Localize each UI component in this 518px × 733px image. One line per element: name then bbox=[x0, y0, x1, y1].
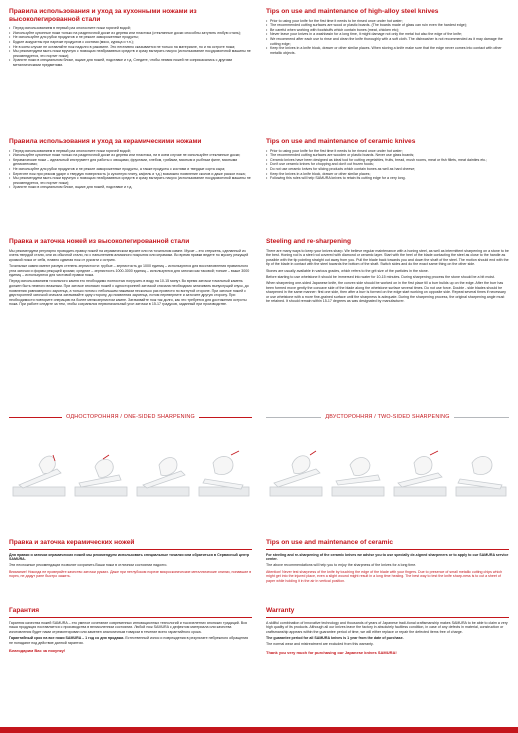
ru-ceramic-sharpening bbox=[9, 539, 252, 607]
ru-ceramic-care bbox=[9, 138, 252, 238]
row-ceramic-sharpening bbox=[9, 539, 509, 607]
whetstone-icon bbox=[75, 487, 127, 496]
row-sharpening bbox=[9, 238, 509, 410]
hand-icon bbox=[213, 456, 233, 474]
paragraph: Эти несложные рекомендации позволят сохранить Ваши ножи в отличном состоянии надолго. bbox=[9, 563, 168, 568]
paragraph: The above recommendations will help you to enjoy the sharpness of the knives for a long time. bbox=[266, 563, 417, 568]
list-item: • The recommended cutting surfaces are wood or plastic boards. (The boards made of glass can ruin even the hardest edge); bbox=[266, 23, 509, 28]
blade-icon bbox=[19, 469, 61, 488]
list-item: • Используйте кухонные ножи только на разделочной доске из дерева или пластика (стеклянные доски способны затупить любую сталь); bbox=[9, 31, 252, 36]
paragraph: Гарантия качества ножей SAMURA – это умелое сочетание современных инновационных технологий и тысячелетних японских традиций. Вся наша продукция поставляется с производства в великолепном состоянии. Любой нож SAMURA с дефектом материала или качества изготовления будет нами отремонтирован или заменен аналогичным товаром в течение всего гарантийного срока. bbox=[9, 620, 247, 634]
list-item: • The recommended cutting surfaces are wooden or plastic boards. Never use glass boards; bbox=[266, 153, 509, 158]
two-sided-title bbox=[266, 414, 509, 421]
list-item: • Prior to using your knife for the first time it needs to be rinsed once under hot water; bbox=[266, 19, 509, 24]
list-item: • Перед использованием в первый раз ополосните ножи горячей водой; bbox=[9, 26, 252, 31]
ru-steel-care-list bbox=[9, 26, 252, 67]
en-ceramic-sharpening bbox=[266, 539, 509, 607]
list-item: • Keep the knives in a knife block, drawer or other similar places; bbox=[266, 172, 509, 177]
en-warranty-title: Warranty bbox=[266, 607, 509, 618]
list-item: • Never leave your knives in a washbasin for a long time, it might damage not only the metal but also the edge of the knife; bbox=[266, 32, 509, 37]
hand-icon bbox=[414, 456, 432, 474]
divider bbox=[266, 417, 321, 418]
thanks-text: Thank you very much for purchasing our Japanese knives SAMURA! bbox=[266, 649, 397, 655]
list-item: • Мы рекомендуем мыть ножи вручную с помощью неабразивных средств и сразу вытирать насухо (использование посудомоечной машины не рекомендуется, это портит ножи); bbox=[9, 176, 252, 185]
divider bbox=[454, 417, 509, 418]
ru-steel-care bbox=[9, 8, 252, 138]
row-steel-care bbox=[9, 8, 509, 138]
whetstone-icon bbox=[13, 487, 65, 496]
divider bbox=[199, 417, 252, 418]
one-sided-title bbox=[9, 414, 252, 421]
ru-ceramic-sharpening-title: Правка и заточка керамических ножей bbox=[9, 539, 252, 550]
list-item: • We recommend after each use to rinse and clean the knife thoroughly with a soft cloth. The dishwasher is not recommended as it may damage the cutting edge; bbox=[266, 37, 509, 46]
list-item: • Не используйте для рубки продуктов и не режьте замороженные продукты; bbox=[9, 35, 252, 40]
ru-ceramic-care-title: Правила использования и уход за керамическими ножами bbox=[9, 138, 202, 145]
list-item: • Не используйте для рубки продуктов и не режьте замороженные продукты, а также продукты с костями и твердые сорта сыра; bbox=[9, 167, 252, 172]
whetstone-icon bbox=[270, 487, 322, 496]
list-item: • Используйте кухонные ножи только на разделочной доске из дерева или пластика, ни в коем случае не используйте стеклянные доски; bbox=[9, 153, 252, 158]
whetstone-icon bbox=[394, 487, 446, 496]
paragraph: Мы рекомендуем регулярно проводить правку ножей на керамическом мусате или на точильном камне. Мусат – это стержень, сделанный из очень твердой стали, или из обычной стали, но с напылением алмазного покрытия или керамики. Во время правки ведите по мусату режущей кромкой ножа от себя, плавно сдвигая нож от рукояти к острию. bbox=[9, 248, 249, 262]
ru-warranty-title: Гарантия bbox=[9, 607, 252, 618]
paragraph: Stones are usually available in various grades, which refers to the grit size of the particles in the stone. bbox=[266, 268, 429, 273]
list-item: • Храните ножи в специальном блоке, ящике для ножей, подставке и т.д. bbox=[9, 185, 252, 190]
en-sharpening-title: Steeling and re-sharpening bbox=[266, 238, 352, 245]
list-item: • Prior to using your knife for the first time it needs to be rinsed once under hot water; bbox=[266, 149, 509, 154]
ru-sharpening-title: Правка и заточка ножей из высоколегированной стали bbox=[9, 238, 190, 245]
list-item: • Будьте аккуратны при нарезке продуктов с костями (мясо, курица и т.п.); bbox=[9, 40, 252, 45]
list-item: • Мы рекомендуем мыть ножи вручную с помощью неабразивных средств и сразу вытирать насухо (использование посудомоечной машины не рекомендуется, это портит ножи); bbox=[9, 49, 252, 58]
warranty-term: The guarantee period for all SAMURA knives is 1 year from the date of purchase. bbox=[266, 635, 404, 640]
list-item: • Do not use ceramic knives for slicing products which contain bones as well as hard cheese; bbox=[266, 167, 509, 172]
paragraph: A skillful combination of innovative technology and thousands of years of Japanese tradi-tional craftsmanship makes SAMURA to be able to claim a very high quality of its products. Although all our knives leave the factory in absolutely faultless condition, in case of any defects in material, construction or craftsmanship appears within the guarantee period of time, we will either replace or repair the defected items free of charge. bbox=[266, 620, 508, 634]
two-sided-sharpening-illustration bbox=[266, 425, 509, 529]
blade-icon bbox=[336, 475, 380, 485]
intro-text: Для правки и заточки керамических ножей мы рекомендуем использовать специальные точилки или обратиться в Сервисный центр SAMURA. bbox=[9, 552, 250, 562]
warranty-term-text: Гарантийный срок на все ножи SAMURA – 1 год со дня продажи. bbox=[9, 635, 125, 640]
en-steel-care-title: Tips on use and maintenance of high-alloy steel knives bbox=[266, 8, 439, 15]
en-sharpening bbox=[266, 238, 509, 410]
hand-icon bbox=[292, 456, 310, 474]
list-item: • Храните ножи в специальном блоке, ящике для ножей, подставке и т.д. Следите, чтобы лезвия ножей не соприкасались с другими металлическими предметами. bbox=[9, 58, 252, 67]
paragraph: Точильные камни имеют разную степень зернистости: грубые – зернистость до 1000 единиц – используются для восстановления правильного угла заточки и формы режущей кромки; средние – зернистость 1000-3000 единиц – используются для заточки как таковой; тонкие – выше 3000 единиц – используются для чистовой правки ножа. bbox=[9, 263, 250, 278]
list-item: • Keep the knives in a knife block, drawer or other similar places. When storing a knife make sure that the edge never comes into contact with other metallic objects. bbox=[266, 46, 509, 55]
list-item: • Берегите нож при резком ударе о твердую поверхность (о кухонную плиту, кафель и т.д.) возможно появление сколов и даже раскол ножа; bbox=[9, 172, 252, 177]
warning-text: Attention! Never test sharpness of the knife by touching the edge of the blade with your fingers. Due to presence of small metallic cutting chips which might get into the injured place, even a slight wound might result in a long time healing. The best way to test the knife sharp-ness is to cut a sheet of paper while holding it in the air in vertical position. bbox=[266, 569, 503, 583]
list-item: • Ceramic knives have been designed as ideal tool for cutting vegetables, fruits, bread, mush rooms, meat or fish fillets, meat dainties etc.; bbox=[266, 158, 509, 163]
ru-sharpening bbox=[9, 238, 252, 410]
en-ceramic-care bbox=[266, 138, 509, 238]
one-sided-label: ОДНОСТОРОННЯЯ / ONE-SIDED SHARPENING bbox=[66, 414, 195, 420]
warranty-exclusions: Естественный износ и повреждения в результате небрежного обращения не попадают под действие данной гарантии. bbox=[9, 635, 249, 645]
en-ceramic-care-list bbox=[266, 149, 509, 181]
one-sided-panel bbox=[9, 414, 252, 539]
list-item: • Following this rules will help SAMURA knives to retain its cutting edge for a very long. bbox=[266, 176, 509, 181]
divider bbox=[9, 417, 62, 418]
bottom-bar bbox=[0, 727, 518, 733]
two-sided-panel bbox=[266, 414, 509, 539]
whetstone-icon bbox=[137, 487, 189, 496]
intro-text: For steeling and re-sharpening of the ceramic knives we advise you to use specially de-signed sharpeners or to apply to our SAMURA service center. bbox=[266, 552, 509, 562]
paragraph: Перед использованием точильного камня его необходимо полностью погрузить в воду на 10-15 минут. Во время заточки точильный камень должен быть немного влажным. При заточке японских ножей с односторонней заточкой сначала необходимо затачивать выпуклущий спуск, до появления равномерного заусенца, а только потом с небольшим нажимом несколько раз провести по вогнутой стороне. При заточке ножей с двусторонней заточкой сначала затачивайте одну сторону, до появления заусенца, потом переверните и заточите другую сторону. При необходимости повторите операцию на более мелкозернистом камне. Затачивайте нож так долго, как это требуется для достижения остроты ножа. При работе следите за тем, чтобы сохранялся первоначальный угол заточки в 15-17 градусов, заданный при производстве. bbox=[9, 279, 249, 307]
ru-steel-care-title: Правила использования и уход за кухонными ножами из высоколегированной стали bbox=[9, 8, 197, 23]
en-ceramic-care-title: Tips on use and maintenance of ceramic knives bbox=[266, 138, 416, 145]
hand-icon bbox=[350, 457, 370, 475]
en-steel-care bbox=[266, 8, 509, 138]
list-item: • Керамические ножи – идеальный инструмент для работы с овощами, фруктами, хлебом, грибами, мясным и рыбным филе, мясными деликатесами; bbox=[9, 158, 252, 167]
hand-icon bbox=[472, 456, 492, 474]
whetstone-icon bbox=[332, 487, 384, 496]
en-warranty bbox=[266, 607, 509, 709]
list-item: • Перед использованием в первый раз ополосните ножи горячей водой; bbox=[9, 149, 252, 154]
one-sided-sharpening-illustration bbox=[9, 425, 252, 529]
list-item: • Don't use ceramic knives for chopping and don't cut frozen foods; bbox=[266, 162, 509, 167]
hand-icon bbox=[159, 457, 177, 475]
paragraph: When sharpening one-sided Japanese knife, the convex side should be worked on in the first place till a burr builds up on the edge. After the burr has been formed move gently the concave side of the blade along the whetstone surface several times. Do not use force. Double - side blades should be sharpened in the same manner: first one side, then after a burr is formed on the edge start working on opposite side. Repeat several times if necessary or use whetstone with a more fine-grained surface until the sharpness is adequate. During the sharpening process, the original sharpening angle must be retained. It should remain within 15-17 degrees as was designated by manufacturer. bbox=[266, 280, 506, 304]
list-item: • Be careful when working with foodstuffs which contain bones (meat, chicken etc); bbox=[266, 28, 509, 33]
warranty-exclusions: The normal wear and mistreatment are excluded from this warranty. bbox=[266, 642, 374, 647]
row-warranty bbox=[9, 607, 509, 709]
paragraph: There are many ways to keep your knives sharp. We believe regular maintenance with a honing steel, as well as intermittent sharpening on a stone to be the best. Honing rod is a steel rod covered with diamond or ceramic layer. Start with the heel of the blade contacting the steel as close to the handle as possible with the tip pointing straight out away from you. Pull the blade back towards you and down the shaft of the steel. The motion should end with the tip of the blade in contact with the steel towards the bottom of the shaft. Switch sides and do the exact same thing on the other side. bbox=[266, 248, 509, 267]
list-item: • Не в коем случае не оставляйте нож надолго в раковине. Это негативно сказывается не только на материале, но и на остроте ножа; bbox=[9, 45, 252, 50]
blade-icon bbox=[398, 473, 442, 487]
hand-icon bbox=[95, 459, 113, 477]
two-sided-label: ДВУСТОРОННЯЯ / TWO-SIDED SHARPENING bbox=[325, 414, 450, 420]
warranty-term bbox=[9, 636, 252, 645]
en-ceramic-sharpening-title: Tips on use and maintenance of ceramic bbox=[266, 539, 509, 550]
en-steel-care-list bbox=[266, 19, 509, 56]
ru-warranty bbox=[9, 607, 252, 709]
sharpening-illustrations bbox=[9, 414, 509, 539]
warning-text: Внимание! Никогда не проверяйте качество заточки рукаих. Даже при нетлубоком порезе микроскопические металлические опилки, попавшие в порез, не дадут ране быстро зажить. bbox=[9, 569, 252, 579]
paragraph: Before starting to use whetstone it should be immersed into water for 10-15 minutes. During sharpening process the stone should be a bit moist. bbox=[266, 274, 495, 279]
row-ceramic-care bbox=[9, 138, 509, 238]
ru-ceramic-care-list bbox=[9, 149, 252, 190]
thanks-text: Благодарим Вас за покупку! bbox=[9, 648, 66, 654]
